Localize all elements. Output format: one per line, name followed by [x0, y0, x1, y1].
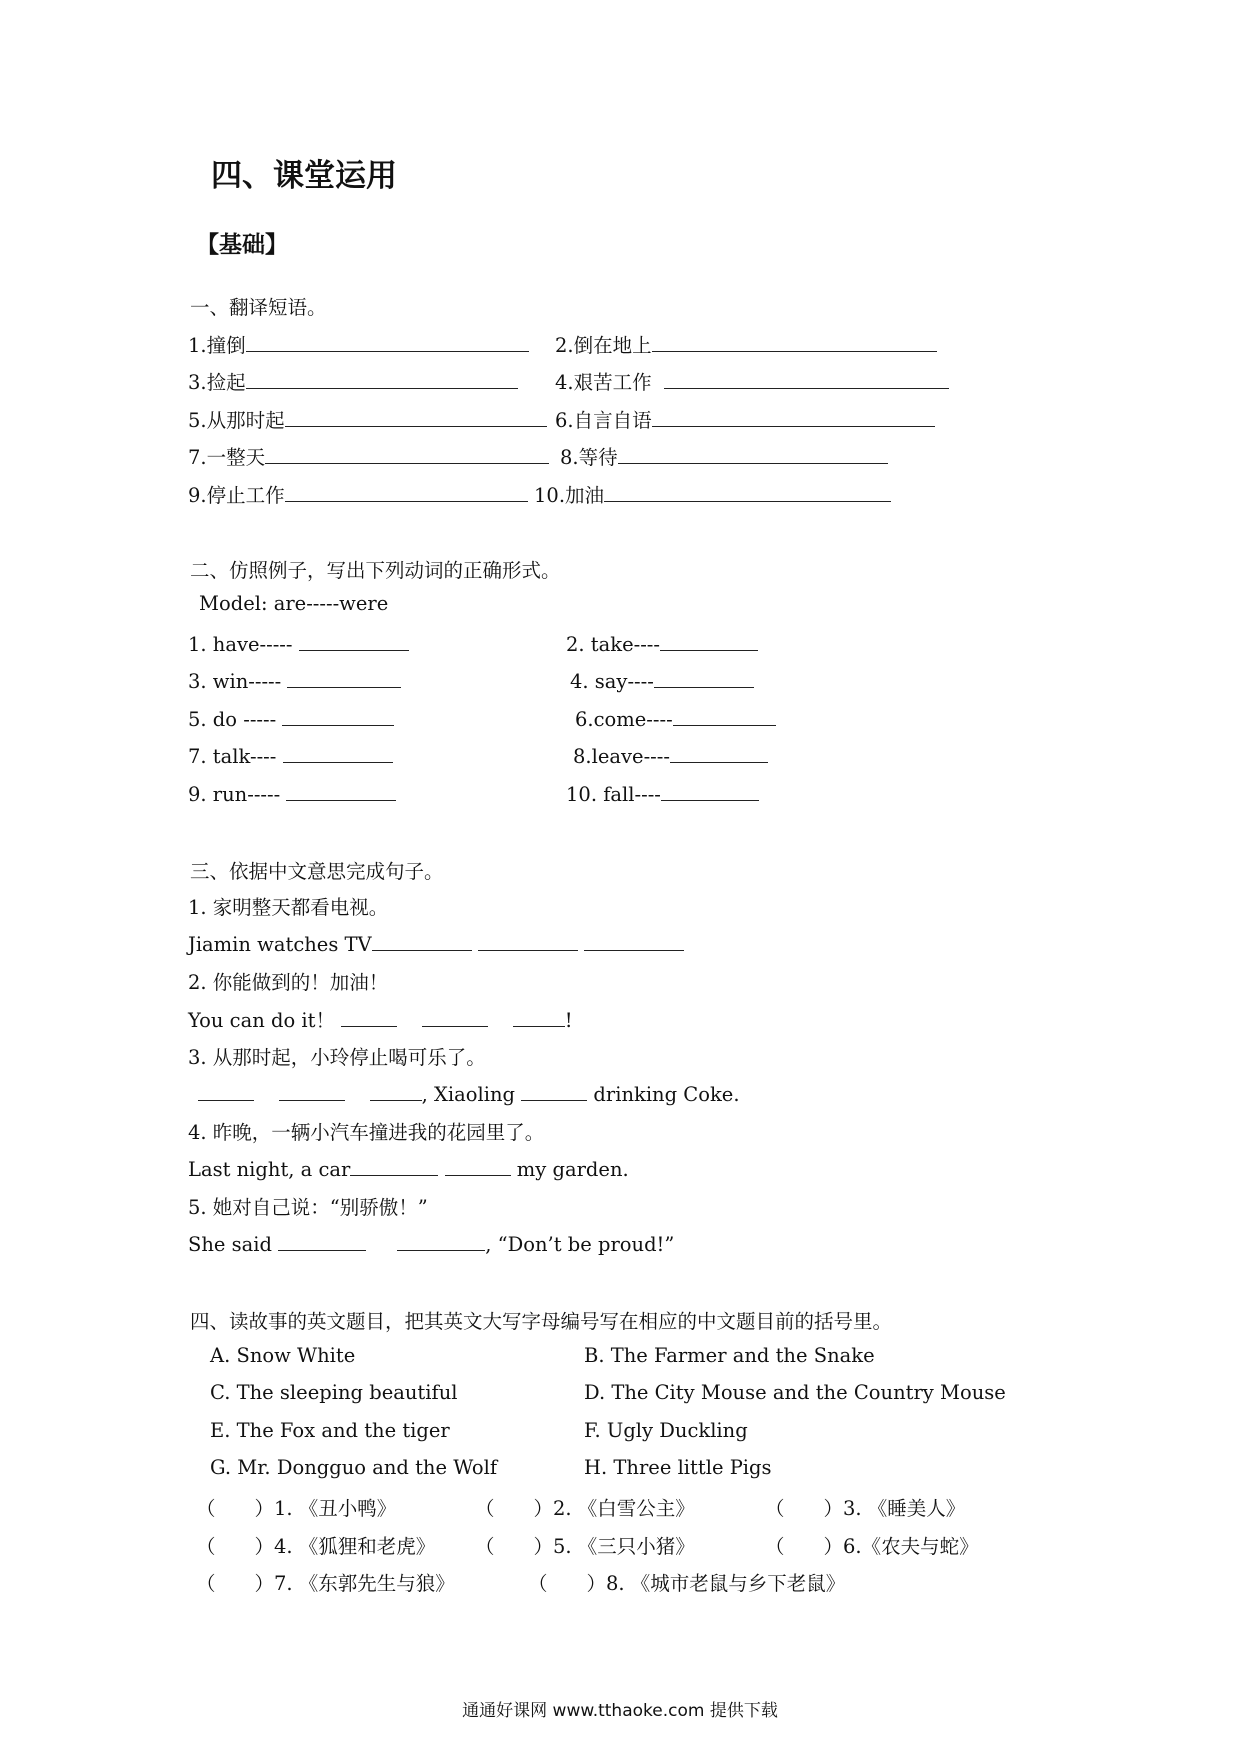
- s4-option-e: E. The Fox and the tiger: [210, 1419, 450, 1442]
- s4-option-b: B. The Farmer and the Snake: [584, 1344, 875, 1367]
- s2-item-8: 8.leave----: [573, 742, 768, 768]
- section2-heading: 二、仿照例子，写出下列动词的正确形式。: [190, 559, 561, 582]
- s3-question-1: 1. 家明整天都看电视。: [188, 896, 389, 919]
- s4-answer-2: （ ）2. 《白雪公主》: [475, 1497, 695, 1520]
- s3-answer-5: She said , “Don’t be proud!”: [188, 1230, 674, 1256]
- section4-heading: 四、读故事的英文题目，把其英文大写字母编号写在相应的中文题目前的括号里。: [190, 1310, 893, 1333]
- s1-item-7: 7.一整天: [188, 442, 549, 470]
- s3-question-5: 5. 她对自己说：“别骄傲！”: [188, 1196, 428, 1219]
- s3-answer-4: Last night, a car my garden.: [188, 1155, 629, 1181]
- s4-answer-4: （ ）4. 《狐狸和老虎》: [196, 1535, 436, 1558]
- s4-option-h: H. Three little Pigs: [584, 1456, 772, 1479]
- s1-item-1: 1.撞倒: [188, 330, 529, 358]
- s4-option-f: F. Ugly Duckling: [584, 1419, 748, 1442]
- s3-question-3: 3. 从那时起，小玲停止喝可乐了。: [188, 1046, 486, 1069]
- s4-option-d: D. The City Mouse and the Country Mouse: [584, 1381, 1006, 1404]
- s3-answer-1: Jiamin watches TV: [188, 930, 684, 956]
- s1-item-10: 10.加油: [534, 480, 891, 508]
- s1-item-5: 5.从那时起: [188, 405, 547, 433]
- s1-item-9: 9.停止工作: [188, 480, 528, 508]
- s3-question-2: 2. 你能做到的！加油！: [188, 971, 389, 994]
- s4-answer-8: （ ）8. 《城市老鼠与乡下老鼠》: [528, 1572, 846, 1595]
- s3-answer-3: , Xiaoling drinking Coke.: [198, 1080, 740, 1106]
- s4-option-c: C. The sleeping beautiful: [210, 1381, 458, 1404]
- section1-heading: 一、翻译短语。: [190, 296, 327, 319]
- s2-item-4: 4. say----: [570, 667, 754, 693]
- page-footer: 通通好课网 www.tthaoke.com 提供下载: [462, 1701, 778, 1721]
- s4-option-g: G. Mr. Dongguo and the Wolf: [210, 1456, 498, 1479]
- section2-model: Model: are-----were: [199, 592, 389, 615]
- s1-item-2: 2.倒在地上: [555, 330, 937, 358]
- s2-item-3: 3. win-----: [188, 667, 401, 693]
- s3-question-4: 4. 昨晚，一辆小汽车撞进我的花园里了。: [188, 1121, 545, 1144]
- section-subtitle: 【基础】: [196, 232, 288, 258]
- s2-item-6: 6.come----: [575, 705, 776, 731]
- s1-item-4: 4.艰苦工作: [555, 367, 949, 395]
- s4-answer-5: （ ）5. 《三只小猪》: [475, 1535, 695, 1558]
- s4-option-a: A. Snow White: [210, 1344, 356, 1367]
- s4-answer-1: （ ）1. 《丑小鸭》: [196, 1497, 397, 1520]
- section3-heading: 三、依据中文意思完成句子。: [190, 860, 444, 883]
- s1-item-6: 6.自言自语: [555, 405, 935, 433]
- s3-answer-2: You can do it！ !: [188, 1005, 573, 1033]
- s2-item-1: 1. have-----: [188, 630, 409, 656]
- s2-item-7: 7. talk----: [188, 742, 393, 768]
- s2-item-5: 5. do -----: [188, 705, 394, 731]
- s4-answer-7: （ ）7. 《东郭先生与狼》: [196, 1572, 455, 1595]
- s4-answer-3: （ ）3. 《睡美人》: [765, 1497, 966, 1520]
- s2-item-10: 10. fall----: [566, 780, 759, 806]
- s2-item-2: 2. take----: [566, 630, 758, 656]
- s1-item-8: 8.等待: [560, 442, 888, 470]
- s1-item-3: 3.捡起: [188, 367, 518, 395]
- s4-answer-6: （ ）6.《农夫与蛇》: [765, 1535, 979, 1558]
- page-title: 四、课堂运用: [211, 158, 397, 194]
- s2-item-9: 9. run-----: [188, 780, 396, 806]
